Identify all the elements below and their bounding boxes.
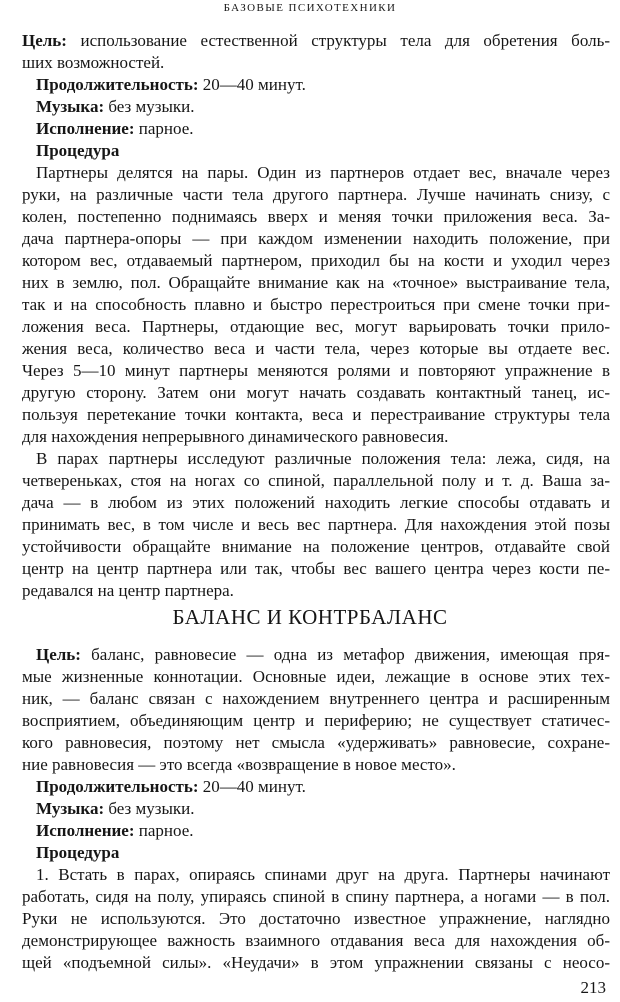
paragraph-line: 1. Встать в парах, опираясь спинами друг на друга. Партнеры начинают — [36, 865, 610, 884]
procedure-heading: Процедура — [36, 843, 120, 862]
performance-label: Исполнение: — [36, 821, 135, 840]
duration-label: Продолжительность: — [36, 75, 199, 94]
paragraph-line: руки, на различные части тела другого партнера. Лучше начинать снизу, с — [22, 185, 610, 204]
music-label: Музыка: — [36, 97, 105, 116]
duration-line: Продолжительность: 20—40 минут. — [36, 777, 306, 796]
performance-line: Исполнение: парное. — [36, 119, 194, 138]
performance-label: Исполнение: — [36, 119, 135, 138]
paragraph-line: колен, постепенно поднимаясь вверх и меняя точки приложения веса. За- — [22, 207, 610, 226]
music-label: Музыка: — [36, 799, 105, 818]
paragraph-line: устойчивости обращайте внимание на положение центров, отдавайте свой — [22, 537, 610, 556]
paragraph-line: другую сторону. Затем они могут начать создавать контактный танец, ис- — [22, 383, 610, 402]
paragraph-line: четвереньках, стоя на ногах со спиной, параллельной полу и т. д. Ваша за- — [22, 471, 610, 490]
paragraph-line: В парах партнеры исследуют различные положения тела: лежа, сидя, на — [36, 449, 610, 468]
performance-line: Исполнение: парное. — [36, 821, 194, 840]
paragraph-line: Партнеры делятся на пары. Один из партнеров отдает вес, вначале через — [36, 163, 610, 182]
goal-line: ших возможностей. — [22, 53, 165, 72]
paragraph-line: так и на способность плавно и быстро перестроиться при смене точки при- — [22, 295, 610, 314]
goal-label: Цель: — [36, 645, 81, 664]
paragraph-line: Руки не используются. Это достаточно известное упражнение, наглядно — [22, 909, 610, 928]
paragraph-line: работать, сидя на полу, упираясь спиной в спину партнера, а ногами — в пол. — [22, 887, 610, 906]
paragraph-line: Через 5—10 минут партнеры меняются ролями и повторяют упражнение в — [22, 361, 610, 380]
paragraph-line: дача — в любом из этих положений находить легкие способы отдавать и — [22, 493, 610, 512]
paragraph-line: пользуя перетекание точки контакта, веса и перестраивание структуры тела — [22, 405, 610, 424]
goal-line: кого равновесия, поэтому нет смысла «удерживать» равновесие, сохране- — [22, 733, 610, 752]
paragraph-line: котором вес, отдаваемый партнером, приходил бы на кости и уходил через — [22, 251, 610, 270]
goal-line: Цель: использование естественной структуры тела для обретения боль- — [22, 31, 610, 50]
paragraph-line: демонстрирующее важность взаимного отдавания веса для нахождения об- — [22, 931, 610, 950]
running-head: БАЗОВЫЕ ПСИХОТЕХНИКИ — [223, 2, 397, 14]
goal-line: восприятием, объединяющим центр и периферию; не существует статичес- — [22, 711, 610, 730]
goal-line: ник, — баланс связан с нахождением внутреннего центра и расширенным — [22, 689, 610, 708]
section-1 — [22, 30, 610, 602]
goal-line: ние равновесия — это всегда «возвращение в новое место». — [22, 755, 456, 774]
goal-label: Цель: — [22, 31, 67, 50]
procedure-heading: Процедура — [36, 141, 120, 160]
section-2 — [22, 644, 610, 974]
goal-line: Цель: баланс, равновесие — одна из метафор движения, имеющая пря- — [36, 645, 610, 664]
paragraph-line: для нахождения непрерывного динамического равновесия. — [22, 427, 449, 446]
duration-line: Продолжительность: 20—40 минут. — [36, 75, 306, 94]
paragraph-line: дача партнера-опоры — при каждом изменении находить положение, при — [22, 229, 610, 248]
paragraph-line: центр на центр партнера или так, чтобы вес вашего центра через кости пе- — [22, 559, 610, 578]
music-line: Музыка: без музыки. — [36, 799, 195, 818]
duration-label: Продолжительность: — [36, 777, 199, 796]
paragraph-line: редавался на центр партнера. — [22, 581, 234, 600]
paragraph-line: них в землю, пол. Обращайте внимание как на «точное» выстраивание тела, — [22, 273, 610, 292]
paragraph-line: щей «подъемной силы». «Неудачи» в этом упражнении связаны с неосо- — [22, 953, 610, 972]
paragraph-line: ложения веса. Партнеры, отдающие вес, могут варьировать точки прило- — [22, 317, 610, 336]
section-heading: БАЛАНС И КОНТРБАЛАНС — [172, 605, 448, 629]
music-line: Музыка: без музыки. — [36, 97, 195, 116]
goal-line: мые жизненные коннотации. Основные идеи, лежащие в основе этих тех- — [22, 667, 610, 686]
paragraph-line: жения веса, количество веса и части тела, через которые вы отдаете вес. — [22, 339, 610, 358]
paragraph-line: принимать вес, в том числе и весь вес партнера. Для нахождения этой позы — [22, 515, 610, 534]
page-number: 213 — [580, 978, 606, 997]
